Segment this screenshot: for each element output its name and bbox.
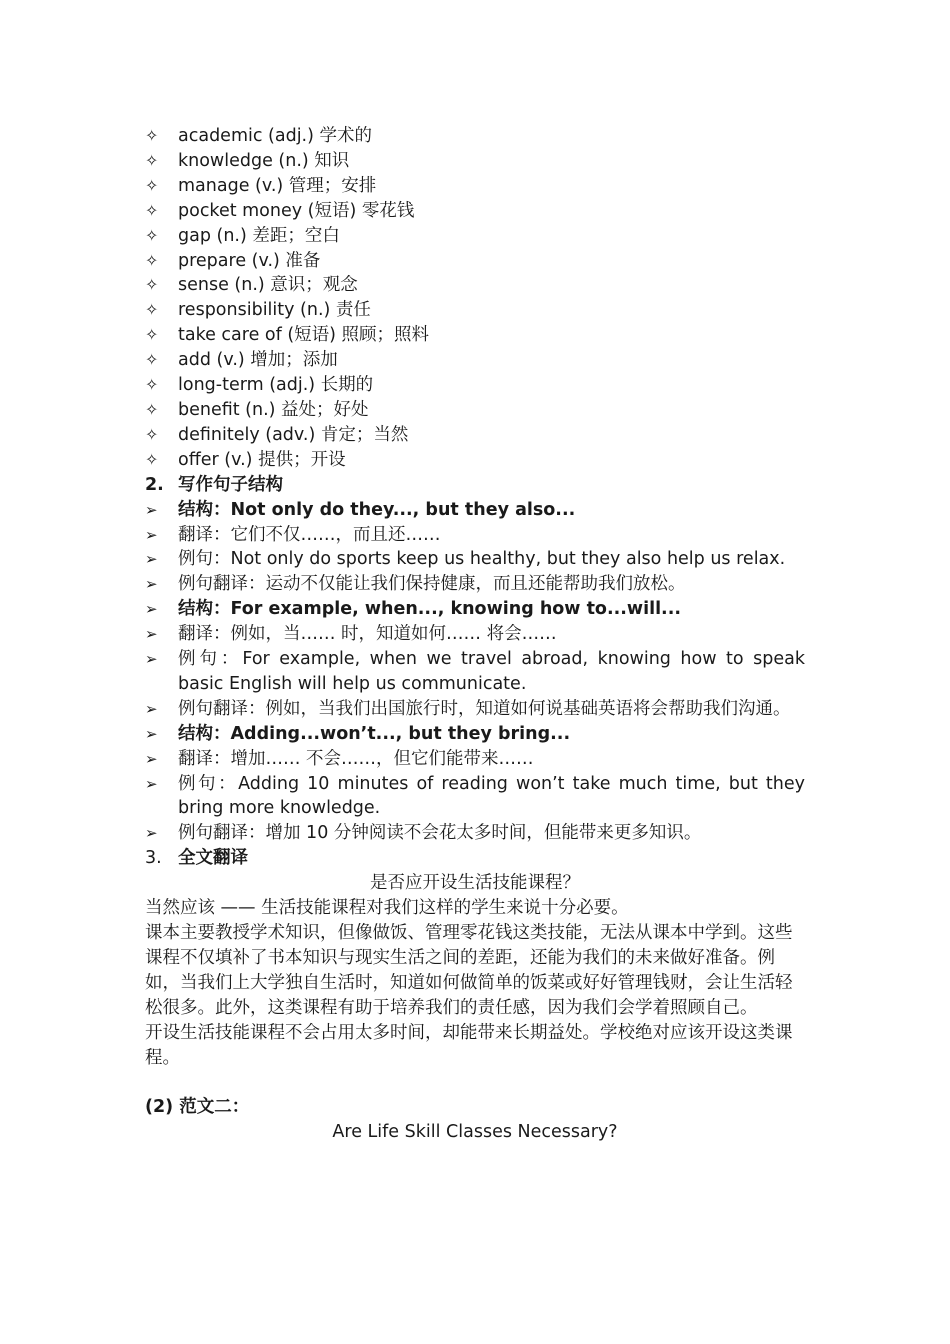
arrow-bullet-icon: ➢ (145, 824, 158, 843)
sample-label: (2) 范文二： (145, 1097, 250, 1118)
list-item: ✧ add (v.) 增加；添加 (145, 348, 805, 373)
star-bullet-icon: ✧ (145, 424, 159, 444)
arrow-bullet-icon: ➢ (145, 724, 158, 743)
example-item: ➢ 例句：Adding 10 minutes of reading won’t take much time, but they bring more knowledge. (145, 773, 805, 819)
structure-item: ➢ 结构：Adding...won’t..., but they bring... (145, 722, 805, 747)
list-item: ✧ prepare (v.) 准备 (145, 249, 805, 274)
translation-item: ➢ 翻译：它们不仅……，而且还…… (145, 523, 805, 548)
example-translation-item: ➢ 例句翻译：增加 10 分钟阅读不会花太多时间，但能带来更多知识。 (145, 821, 805, 846)
section-heading-2: 2. 写作句子结构 (145, 473, 805, 498)
section-number: 2. (145, 474, 164, 495)
arrow-bullet-icon: ➢ (145, 749, 158, 768)
star-bullet-icon: ✧ (145, 150, 159, 170)
star-bullet-icon: ✧ (145, 350, 159, 370)
section-number: 3. (145, 848, 162, 869)
sample-title: Are Life Skill Classes Necessary? (332, 1122, 618, 1143)
star-bullet-icon: ✧ (145, 300, 159, 320)
arrow-bullet-icon: ➢ (145, 575, 158, 594)
list-item: ✧ gap (n.) 差距；空白 (145, 224, 805, 249)
list-item: ✧ sense (n.) 意识；观念 (145, 273, 805, 298)
essay-paragraph: 开设生活技能课程不会占用太多时间，却能带来长期益处。学校绝对应该开设这类课程。 (145, 1022, 793, 1068)
arrow-bullet-icon: ➢ (145, 550, 158, 569)
star-bullet-icon: ✧ (145, 126, 159, 145)
essay-paragraph: 当然应该 —— 生活技能课程对我们这样的学生来说十分必要。 (145, 898, 629, 919)
document-content (145, 124, 805, 1145)
arrow-bullet-icon: ➢ (145, 625, 158, 644)
star-bullet-icon: ✧ (145, 449, 159, 469)
star-bullet-icon: ✧ (145, 275, 159, 295)
list-item: ✧ knowledge (n.) 知识 (145, 149, 805, 174)
structure-item: ➢ 结构：Not only do they..., but they also... (145, 498, 805, 523)
list-item: ✧ take care of (短语) 照顾；照料 (145, 323, 805, 348)
list-item: ✧ manage (v.) 管理；安排 (145, 174, 805, 199)
section-heading-3: 3. 全文翻译 (145, 846, 805, 871)
example-item: ➢ 例句：For example, when we travel abroad, knowing how to speak basic English will help us communicate. (145, 649, 805, 694)
arrow-bullet-icon: ➢ (145, 650, 158, 669)
example-translation-item: ➢ 例句翻译：例如，当我们出国旅行时，知道如何说基础英语将会帮助我们沟通。 (145, 697, 805, 722)
translation-item: ➢ 翻译：例如，当…… 时，知道如何…… 将会…… (145, 622, 805, 647)
star-bullet-icon: ✧ (145, 375, 159, 395)
star-bullet-icon: ✧ (145, 200, 159, 220)
list-item: ✧ responsibility (n.) 责任 (145, 298, 805, 323)
vocabulary-list (145, 124, 805, 473)
essay-paragraph: 课本主要教授学术知识，但像做饭、管理零花钱这类技能，无法从课本中学到。这些课程不仅填补了书本知识与现实生活之间的差距，还能为我们的未来做好准备。例如，当我们上大学独自生活时，知道如何做简单的饭菜或好好管理钱财，会让生活轻松很多。此外，这类课程有助于培养我们的责任感，因为我们会学着照顾自己。 (145, 923, 793, 1018)
list-item: ✧ academic (adj.) 学术的 (145, 124, 805, 149)
blank-line (145, 1070, 805, 1095)
list-item: ✧ long-term (adj.) 长期的 (145, 373, 805, 398)
structure-item: ➢ 结构：For example, when..., knowing how to...will... (145, 597, 805, 622)
arrow-bullet-icon: ➢ (145, 500, 158, 519)
star-bullet-icon: ✧ (145, 175, 159, 195)
example-translation-item: ➢ 例句翻译：运动不仅能让我们保持健康，而且还能帮助我们放松。 (145, 572, 805, 597)
list-item: ✧ offer (v.) 提供；开设 (145, 448, 805, 473)
star-bullet-icon: ✧ (145, 250, 159, 270)
arrow-bullet-icon: ➢ (145, 699, 158, 718)
example-item: ➢ 例句：Not only do sports keep us healthy, but they also help us relax. (145, 547, 805, 572)
translation-item: ➢ 翻译：增加…… 不会……，但它们能带来…… (145, 747, 805, 772)
arrow-bullet-icon: ➢ (145, 600, 158, 619)
essay-title: 是否应开设生活技能课程？ (370, 873, 580, 894)
arrow-bullet-icon: ➢ (145, 525, 158, 544)
list-item: ✧ benefit (n.) 益处；好处 (145, 398, 805, 423)
arrow-bullet-icon: ➢ (145, 774, 158, 793)
star-bullet-icon: ✧ (145, 399, 159, 419)
list-item: ✧ pocket money (短语) 零花钱 (145, 199, 805, 224)
star-bullet-icon: ✧ (145, 325, 159, 345)
list-item: ✧ definitely (adv.) 肯定；当然 (145, 423, 805, 448)
star-bullet-icon: ✧ (145, 225, 159, 245)
